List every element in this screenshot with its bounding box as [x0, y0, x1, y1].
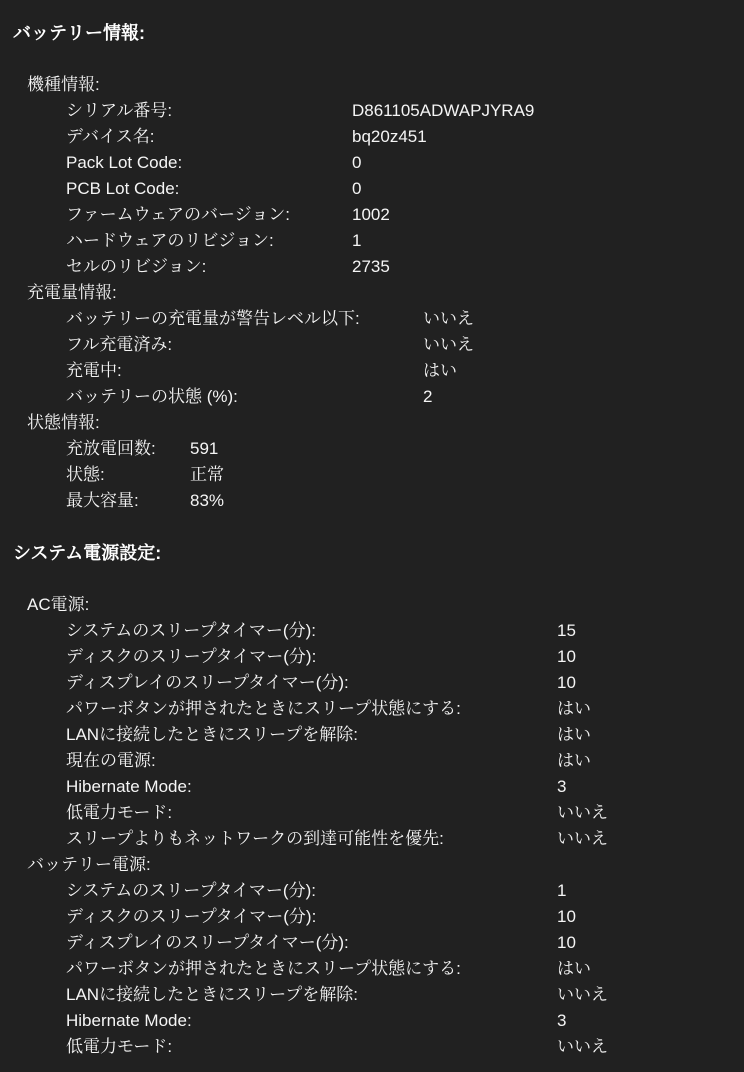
info-row — [0, 384, 744, 410]
info-row — [0, 618, 744, 644]
spacer — [0, 46, 744, 72]
info-row — [0, 98, 744, 124]
row-value: 10 — [557, 933, 576, 952]
row-value: bq20z451 — [352, 127, 427, 146]
row-label: PCB Lot Code: — [66, 179, 180, 198]
section-title: AC電源: — [27, 595, 90, 614]
row-label: 低電力モード: — [66, 803, 173, 822]
row-label: Pack Lot Code: — [66, 153, 183, 172]
row-label: デバイス名: — [66, 127, 155, 146]
row-label: シリアル番号: — [66, 101, 173, 120]
row-label: LANに接続したときにスリープを解除: — [66, 725, 358, 744]
info-row — [0, 904, 744, 930]
info-row — [0, 150, 744, 176]
section-title: 状態情報: — [27, 413, 100, 432]
section-title: 充電量情報: — [27, 283, 117, 302]
row-label: Hibernate Mode: — [66, 777, 192, 796]
row-value: 83% — [190, 491, 225, 510]
info-row — [0, 644, 744, 670]
row-value: いいえ — [557, 803, 608, 822]
row-label: スリープよりもネットワークの到達可能性を優先: — [66, 829, 444, 848]
battery-info-sections — [0, 72, 744, 514]
row-value: 正常 — [190, 465, 224, 484]
row-label: 充放電回数: — [66, 439, 156, 458]
info-row — [0, 176, 744, 202]
info-row — [0, 1034, 744, 1060]
row-label: ファームウェアのバージョン: — [66, 205, 291, 224]
row-value: はい — [557, 725, 591, 744]
row-value: 1002 — [352, 205, 390, 224]
info-row — [0, 956, 744, 982]
row-value: 0 — [352, 153, 362, 172]
spacer — [0, 514, 744, 540]
info-row — [0, 306, 744, 332]
row-value: いいえ — [423, 309, 474, 328]
row-value: いいえ — [557, 829, 608, 848]
row-label: ハードウェアのリビジョン: — [66, 231, 274, 250]
info-row — [0, 748, 744, 774]
row-value: はい — [557, 699, 591, 718]
row-value: 0 — [352, 179, 362, 198]
info-row — [0, 982, 744, 1008]
row-value: いいえ — [557, 1037, 608, 1056]
info-row — [0, 696, 744, 722]
info-row — [0, 462, 744, 488]
row-label: 現在の電源: — [66, 751, 156, 770]
info-row — [0, 878, 744, 904]
info-row — [0, 254, 744, 280]
row-label: ディスクのスリープタイマー(分): — [66, 647, 317, 666]
row-label: フル充電済み: — [66, 335, 173, 354]
info-row — [0, 124, 744, 150]
info-row — [0, 358, 744, 384]
info-row — [0, 436, 744, 462]
row-label: システムのスリープタイマー(分): — [66, 881, 316, 900]
row-label: 低電力モード: — [66, 1037, 173, 1056]
spacer — [0, 566, 744, 592]
info-row — [0, 774, 744, 800]
info-row — [0, 826, 744, 852]
row-label: バッテリーの状態 (%): — [66, 387, 238, 406]
row-label: 充電中: — [66, 361, 122, 380]
row-label: システムのスリープタイマー(分): — [66, 621, 316, 640]
info-row — [0, 670, 744, 696]
row-value: 15 — [557, 621, 576, 640]
row-value: はい — [557, 959, 591, 978]
section-title: 機種情報: — [27, 75, 100, 94]
info-row — [0, 228, 744, 254]
row-label: Hibernate Mode: — [66, 1011, 192, 1030]
row-value: 10 — [557, 647, 576, 666]
row-value: D861105ADWAPJYRA9 — [352, 101, 535, 120]
section-title: バッテリー電源: — [27, 855, 151, 874]
row-value: はい — [423, 361, 457, 380]
row-value: 591 — [190, 439, 219, 458]
info-row — [0, 722, 744, 748]
row-label: パワーボタンが押されたときにスリープ状態にする: — [66, 699, 461, 718]
row-value: 3 — [557, 777, 567, 796]
row-label: 最大容量: — [66, 491, 139, 510]
row-value: いいえ — [423, 335, 474, 354]
row-label: ディスプレイのスリープタイマー(分): — [66, 933, 349, 952]
row-label: LANに接続したときにスリープを解除: — [66, 985, 358, 1004]
info-row — [0, 202, 744, 228]
row-value: いいえ — [557, 985, 608, 1004]
row-value: 2735 — [352, 257, 390, 276]
row-label: ディスプレイのスリープタイマー(分): — [66, 673, 349, 692]
info-row — [0, 930, 744, 956]
system-power-settings-heading: システム電源設定: — [13, 543, 162, 563]
row-value: 2 — [423, 387, 433, 406]
row-value: 3 — [557, 1011, 567, 1030]
row-label: バッテリーの充電量が警告レベル以下: — [66, 309, 360, 328]
row-label: 状態: — [66, 465, 105, 484]
info-row — [0, 332, 744, 358]
info-row — [0, 1008, 744, 1034]
row-value: 1 — [557, 881, 567, 900]
row-value: 10 — [557, 907, 576, 926]
info-row — [0, 488, 744, 514]
battery-info-heading: バッテリー情報: — [13, 23, 145, 43]
row-label: ディスクのスリープタイマー(分): — [66, 907, 317, 926]
row-value: 1 — [352, 231, 362, 250]
system-power-sections — [0, 592, 744, 1060]
row-value: はい — [557, 751, 591, 770]
row-label: セルのリビジョン: — [66, 257, 207, 276]
row-value: 10 — [557, 673, 576, 692]
info-row — [0, 800, 744, 826]
row-label: パワーボタンが押されたときにスリープ状態にする: — [66, 959, 461, 978]
